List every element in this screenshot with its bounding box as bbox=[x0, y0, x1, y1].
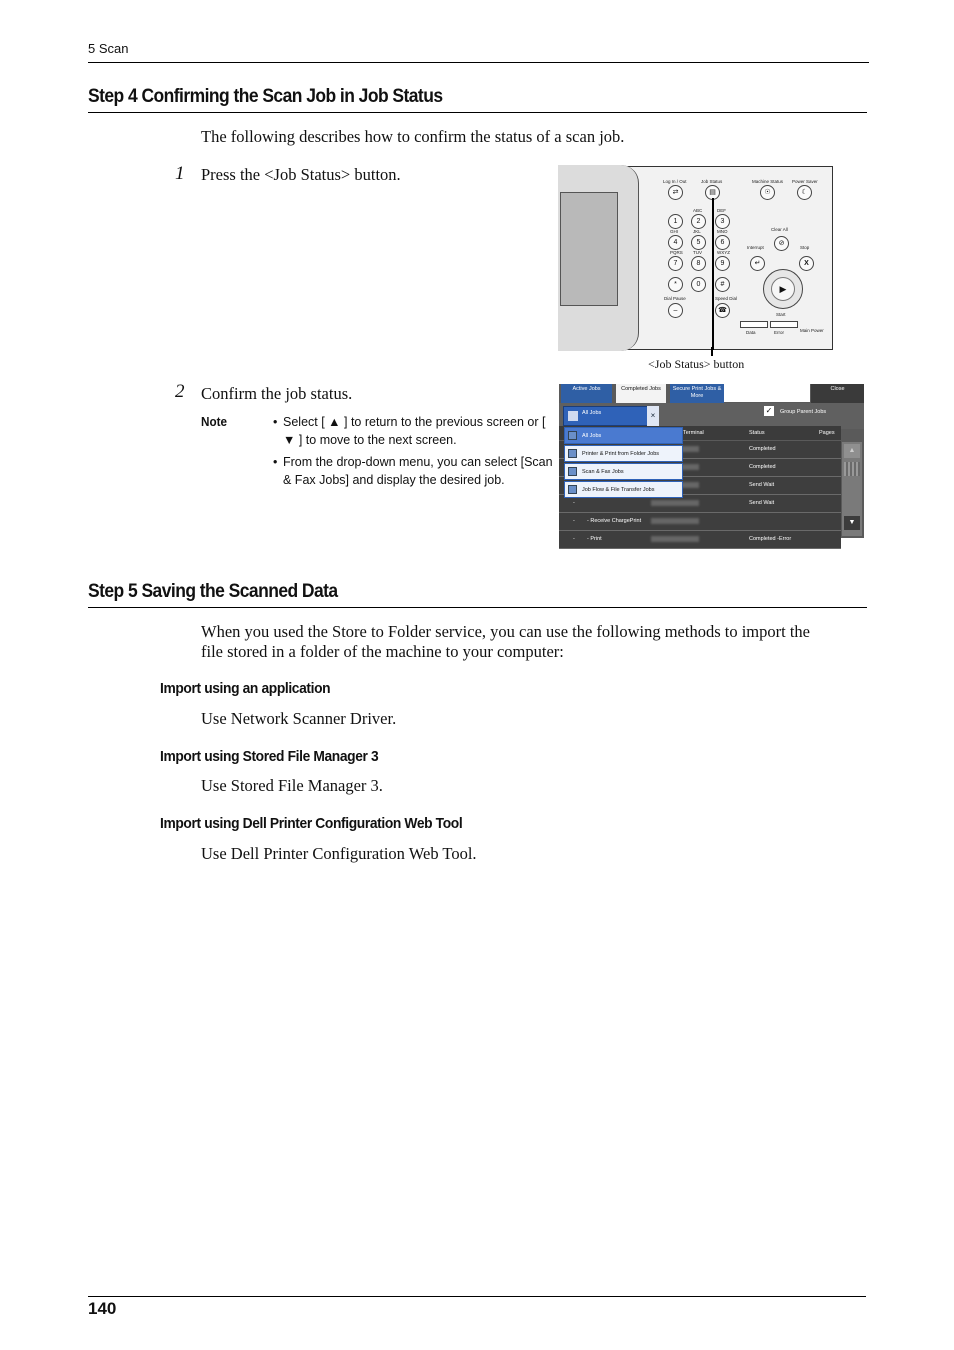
keypad-key-letters: GHI bbox=[670, 229, 679, 234]
note-item-2-text: From the drop-down menu, you can select [Scan & Fax Jobs] and display the desired job. bbox=[283, 455, 553, 487]
keypad-key[interactable]: 6 bbox=[715, 235, 730, 250]
dropdown-option[interactable] bbox=[564, 481, 683, 498]
step4-heading-rule bbox=[88, 112, 867, 113]
keypad-key[interactable]: 9 bbox=[715, 256, 730, 271]
keypad-key[interactable]: 5 bbox=[691, 235, 706, 250]
login-button[interactable]: ⇄ bbox=[668, 185, 683, 200]
note-item-1-text: Select [ ▲ ] to return to the previous screen or [ ▼ ] to move to the next screen. bbox=[283, 415, 546, 447]
interrupt-button[interactable]: ↵ bbox=[750, 256, 765, 271]
group-parent-label: Group Parent Jobs bbox=[780, 409, 827, 415]
keypad-key[interactable]: 8 bbox=[691, 256, 706, 271]
keypad-key-letters: PQRS bbox=[670, 250, 683, 255]
method-3-title: Import using Dell Printer Configuration Web Tool bbox=[160, 815, 463, 832]
keypad-key[interactable]: * bbox=[668, 277, 683, 292]
start-button[interactable] bbox=[763, 269, 803, 309]
table-row[interactable] bbox=[559, 531, 841, 549]
row-indent-marker: - bbox=[573, 500, 575, 506]
stop-label: Stop bbox=[800, 245, 810, 250]
header-rule bbox=[88, 62, 869, 63]
column-header-pages: Pages bbox=[819, 430, 835, 436]
method-1-title: Import using an application bbox=[160, 680, 331, 697]
keypad-key[interactable]: 3 bbox=[715, 214, 730, 229]
start-label: Start bbox=[776, 312, 786, 317]
method-2-text: Use Stored File Manager 3. bbox=[201, 776, 383, 795]
step5-heading-rule bbox=[88, 607, 867, 608]
substep-number-1: 1 bbox=[175, 163, 185, 184]
substep-number-2: 2 bbox=[175, 381, 185, 402]
row-owner: - Receive ChargePrint bbox=[587, 518, 642, 524]
row-terminal-redacted bbox=[651, 500, 699, 506]
job-status-label: Job Status bbox=[701, 179, 723, 184]
power-saver-label: Power Saver bbox=[792, 179, 818, 184]
all-jobs-icon bbox=[568, 411, 578, 421]
error-label: Error bbox=[774, 330, 784, 335]
method-2-title: Import using Stored File Manager 3 bbox=[160, 748, 379, 765]
dropdown-option-label: Job Flow & File Transfer Jobs bbox=[582, 487, 655, 493]
keypad-key[interactable]: 0 bbox=[691, 277, 706, 292]
callout-line-extension bbox=[711, 347, 713, 356]
keypad-key-letters: TUV bbox=[693, 250, 702, 255]
tab-spacer bbox=[724, 384, 810, 402]
dropdown-selected: All Jobs bbox=[582, 410, 602, 416]
note-label: Note bbox=[201, 414, 228, 429]
speed-dial-label: Speed Dial bbox=[715, 296, 738, 301]
tab-active-jobs[interactable]: Active Jobs bbox=[561, 384, 612, 403]
dropdown-option-label: Scan & Fax Jobs bbox=[582, 469, 624, 475]
step5-heading: Step 5 Saving the Scanned Data bbox=[88, 581, 338, 602]
login-label: Log In / Out bbox=[663, 179, 687, 184]
error-indicator bbox=[770, 321, 798, 328]
tab-completed-jobs[interactable]: Completed Jobs bbox=[616, 384, 666, 403]
keypad-key[interactable]: 2 bbox=[691, 214, 706, 229]
keypad-key[interactable]: 1 bbox=[668, 214, 683, 229]
scroll-up-icon[interactable]: ▲ bbox=[844, 444, 860, 458]
method-1-text: Use Network Scanner Driver. bbox=[201, 709, 397, 728]
group-parent-checkbox[interactable]: ✓ bbox=[765, 406, 773, 415]
row-status: Completed -Error bbox=[749, 536, 792, 542]
row-terminal-redacted bbox=[651, 518, 699, 524]
tab-secure-print-jobs[interactable]: Secure Print Jobs & More bbox=[670, 384, 724, 403]
keypad-key-letters: ABC bbox=[693, 208, 703, 213]
speed-dial-button[interactable]: ☎ bbox=[715, 303, 730, 318]
row-status: Send Wait bbox=[749, 500, 775, 506]
row-status: Completed bbox=[749, 464, 776, 470]
job-status-screen-figure bbox=[559, 384, 864, 542]
row-indent-marker: - bbox=[573, 536, 575, 542]
column-header-terminal: Terminal bbox=[683, 430, 704, 436]
job-type-icon bbox=[568, 449, 577, 458]
method-3-text: Use Dell Printer Configuration Web Tool. bbox=[201, 844, 477, 863]
close-button[interactable]: Close bbox=[811, 384, 864, 403]
dropdown-option[interactable] bbox=[564, 445, 683, 462]
table-row[interactable] bbox=[559, 513, 841, 531]
keypad-key-letters: DEF bbox=[717, 208, 726, 213]
job-status-button[interactable]: ▤ bbox=[705, 185, 720, 200]
dial-pause-button[interactable]: – bbox=[668, 303, 683, 318]
substep-text-2: Confirm the job status. bbox=[201, 384, 353, 403]
job-type-icon bbox=[568, 431, 577, 440]
dropdown-option[interactable] bbox=[564, 427, 683, 444]
data-label: Data bbox=[746, 330, 756, 335]
note-item-2: • From the drop-down menu, you can select [Scan & Fax Jobs] and display the desired job. bbox=[273, 453, 558, 489]
page-number: 140 bbox=[88, 1299, 117, 1318]
keypad-key[interactable]: 7 bbox=[668, 256, 683, 271]
row-status: Completed bbox=[749, 446, 776, 452]
start-icon: ▶ bbox=[771, 277, 795, 301]
column-header-status: Status bbox=[749, 430, 765, 436]
step5-intro-line2: file stored in a folder of the machine to your computer: bbox=[201, 642, 564, 661]
row-indent-marker: - bbox=[573, 518, 575, 524]
dial-pause-label: Dial Pause bbox=[664, 296, 686, 301]
scrollbar[interactable] bbox=[842, 442, 862, 536]
control-panel-figure bbox=[559, 166, 833, 350]
scroll-thumb[interactable] bbox=[844, 462, 860, 476]
data-indicator bbox=[740, 321, 768, 328]
machine-status-label: Machine Status bbox=[752, 179, 784, 184]
row-owner: - Print bbox=[587, 536, 602, 542]
stop-button[interactable]: X bbox=[799, 256, 814, 271]
note-item-1: • Select [ ▲ ] to return to the previous screen or [ ▼ ] to move to the next screen. bbox=[273, 413, 558, 449]
running-header: 5 Scan bbox=[88, 41, 129, 56]
step4-heading: Step 4 Confirming the Scan Job in Job Status bbox=[88, 86, 443, 107]
keypad-key-letters: JKL bbox=[693, 229, 701, 234]
row-terminal-redacted bbox=[651, 536, 699, 542]
dropdown-option-label: All Jobs bbox=[582, 433, 602, 439]
figure1-caption: <Job Status> button bbox=[648, 357, 745, 371]
touch-screen bbox=[560, 192, 618, 306]
row-status: Send Wait bbox=[749, 482, 775, 488]
keypad-key[interactable]: 4 bbox=[668, 235, 683, 250]
interrupt-label: Interrupt bbox=[747, 245, 764, 250]
dropdown-option-label: Printer & Print from Folder Jobs bbox=[582, 451, 660, 457]
footer-rule bbox=[88, 1296, 866, 1297]
step5-intro-line1: When you used the Store to Folder service, you can use the following methods to import the bbox=[201, 622, 811, 641]
job-type-icon bbox=[568, 485, 577, 494]
machine-status-button[interactable]: ☉ bbox=[760, 185, 775, 200]
power-saver-button[interactable]: ☾ bbox=[797, 185, 812, 200]
job-type-icon bbox=[568, 467, 577, 476]
job-type-dropdown[interactable] bbox=[563, 406, 659, 426]
step4-intro: The following describes how to confirm the status of a scan job. bbox=[201, 127, 625, 146]
callout-line bbox=[712, 198, 714, 350]
clear-all-button[interactable]: ⊘ bbox=[774, 236, 789, 251]
keypad-key[interactable]: # bbox=[715, 277, 730, 292]
main-power-label: Main Power bbox=[800, 328, 824, 333]
scroll-down-icon[interactable]: ▼ bbox=[844, 516, 860, 530]
dropdown-option[interactable] bbox=[564, 463, 683, 480]
keypad-key-letters: WXYZ bbox=[717, 250, 730, 255]
substep-text-1: Press the <Job Status> button. bbox=[201, 165, 401, 184]
clear-all-label: Clear All bbox=[771, 227, 788, 232]
keypad-key-letters: MNO bbox=[717, 229, 728, 234]
close-dropdown-icon[interactable]: × bbox=[647, 406, 659, 426]
